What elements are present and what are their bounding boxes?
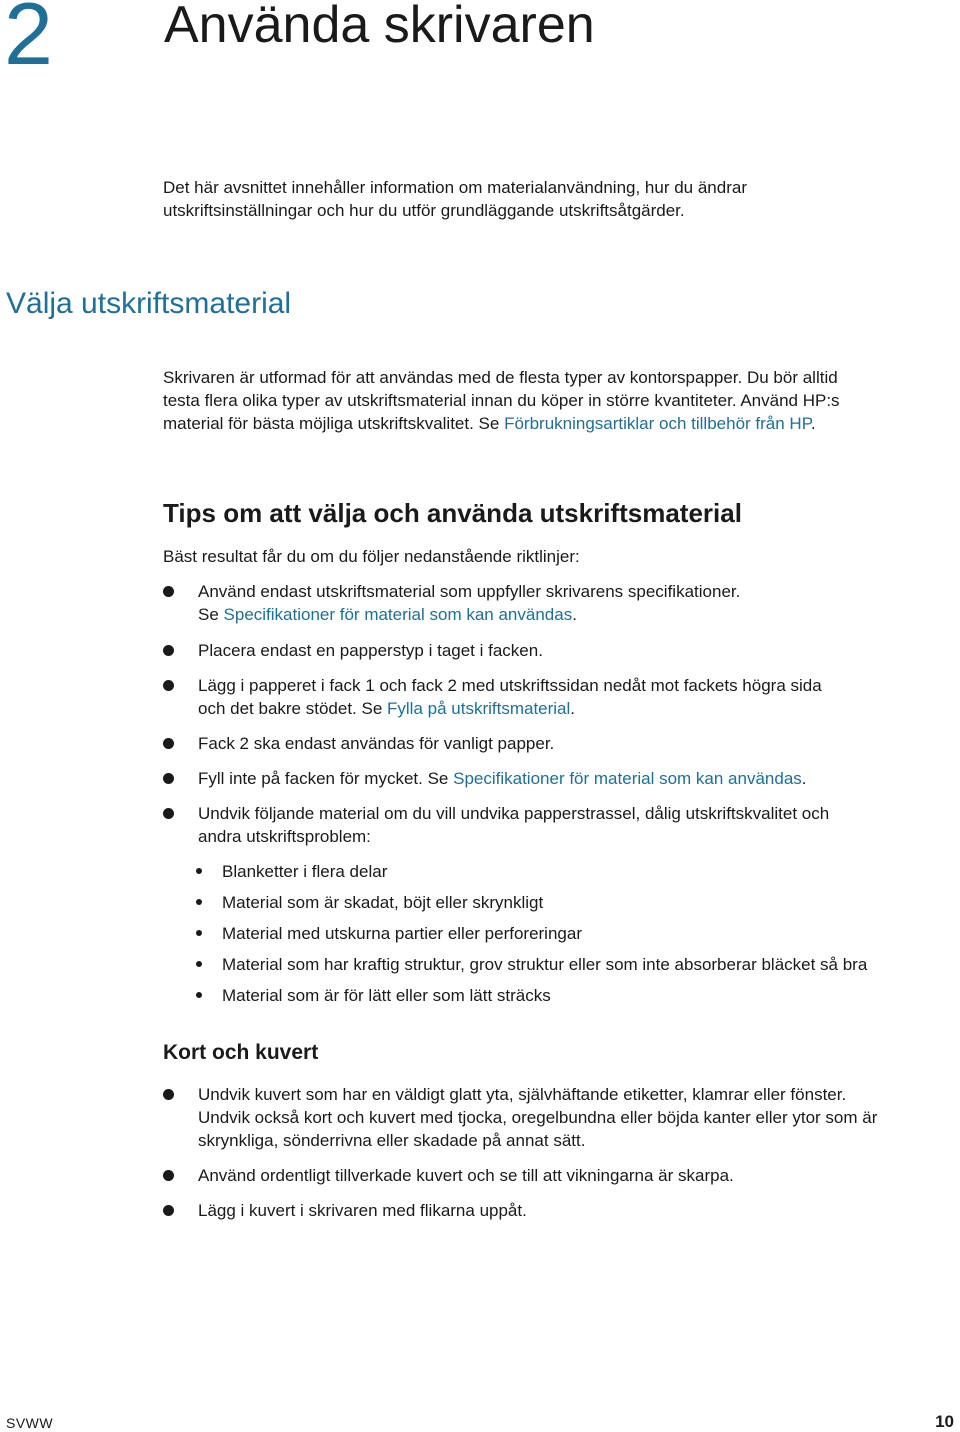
item-line: Undvik följande material om du vill undvika papperstrassel, dålig utskriftskvalitet och [198,804,830,823]
item-text: Fack 2 ska endast användas för vanligt papper. [198,734,555,753]
paragraph-line: Skrivaren är utformad för att användas med de flesta typer av kontorspapper. Du bör alltid [163,368,838,387]
chapter-title: Använda skrivaren [164,0,595,54]
intro-paragraph [163,176,863,222]
specifications-link[interactable]: Specifikationer för material som kan användas [453,769,802,788]
bullet-icon [163,1089,174,1100]
section-paragraph [163,366,953,435]
bullet-icon [163,586,174,597]
sub-bullet-icon [196,868,202,874]
sub-item-text: Material som är för lätt eller som lätt sträcks [222,986,551,1005]
text: . [801,769,807,788]
item-line [198,697,822,720]
sub-bullet-icon [196,992,202,998]
supplies-link[interactable]: Förbrukningsartiklar och tillbehör från HP [504,414,811,433]
text: Se [198,605,224,624]
bullet-icon [163,1170,174,1181]
item-line: andra utskriftsproblem: [198,827,371,846]
text: Fyll inte på facken för mycket. Se [198,769,454,788]
text: . [570,699,576,718]
load-media-link[interactable]: Fylla på utskriftsmaterial [387,699,571,718]
section-title: Välja utskriftsmaterial [6,287,292,320]
chapter-number: 2 [4,0,53,83]
sub-item-text: Blanketter i flera delar [222,862,388,881]
item-line: Använd endast utskriftsmaterial som uppfyller skrivarens specifikationer. [198,582,741,601]
intro-line: Det här avsnittet innehåller information om materialanvändning, hur du ändrar [163,178,747,197]
sub-bullet-icon [196,961,202,967]
item-line [198,603,740,626]
intro-line: utskriftsinställningar och hur du utför grundläggande utskriftsåtgärder. [163,201,685,220]
tips-title: Tips om att välja och använda utskriftsmaterial [163,498,742,528]
cards-envelopes-title: Kort och kuvert [163,1041,319,1064]
bullet-icon [163,645,174,656]
sub-bullet-icon [196,930,202,936]
paragraph-line: testa flera olika typer av utskriftsmaterial innan du köper in större kvantiteter. Använd HP:s [163,391,840,410]
footer-doc-id: SVWW [6,1415,54,1431]
bullet-icon [163,738,174,749]
tips-intro: Bäst resultat får du om du följer nedanstående riktlinjer: [163,547,580,566]
item-line: Lägg i papperet i fack 1 och fack 2 med utskriftssidan nedåt mot fackets högra sida [198,676,822,695]
text: och det bakre stödet. Se [198,699,388,718]
text: . [810,414,816,433]
sub-item-text: Material med utskurna partier eller perforeringar [222,924,582,943]
sub-bullet-icon [196,899,202,905]
sub-item-text: Material som har kraftig struktur, grov struktur eller som inte absorberar bläcket så bra [222,955,868,974]
item-text: Använd ordentligt tillverkade kuvert och se till att vikningarna är skarpa. [198,1166,734,1185]
item-text: Placera endast en papperstyp i taget i facken. [198,641,543,660]
item-line: Undvik också kort och kuvert med tjocka, oregelbundna eller böjda kanter eller ytor som är [198,1108,878,1127]
bullet-icon [163,808,174,819]
item-text [198,767,807,790]
item-line: Undvik kuvert som har en väldigt glatt yta, självhäftande etiketter, klamrar eller fönster. [198,1085,847,1104]
bullet-icon [163,680,174,691]
item-line: skrynkliga, sönderrivna eller skadade på annat sätt. [198,1131,586,1150]
sub-item-text: Material som är skadat, böjt eller skrynkligt [222,893,544,912]
specifications-link[interactable]: Specifikationer för material som kan användas [223,605,573,624]
text: material för bästa möjliga utskriftskvalitet. Se [163,414,505,433]
text: . [572,605,577,624]
bullet-icon [163,1205,174,1216]
item-text: Lägg i kuvert i skrivaren med flikarna uppåt. [198,1201,527,1220]
page-number: 10 [935,1412,954,1431]
paragraph-line [163,412,953,435]
bullet-icon [163,773,174,784]
